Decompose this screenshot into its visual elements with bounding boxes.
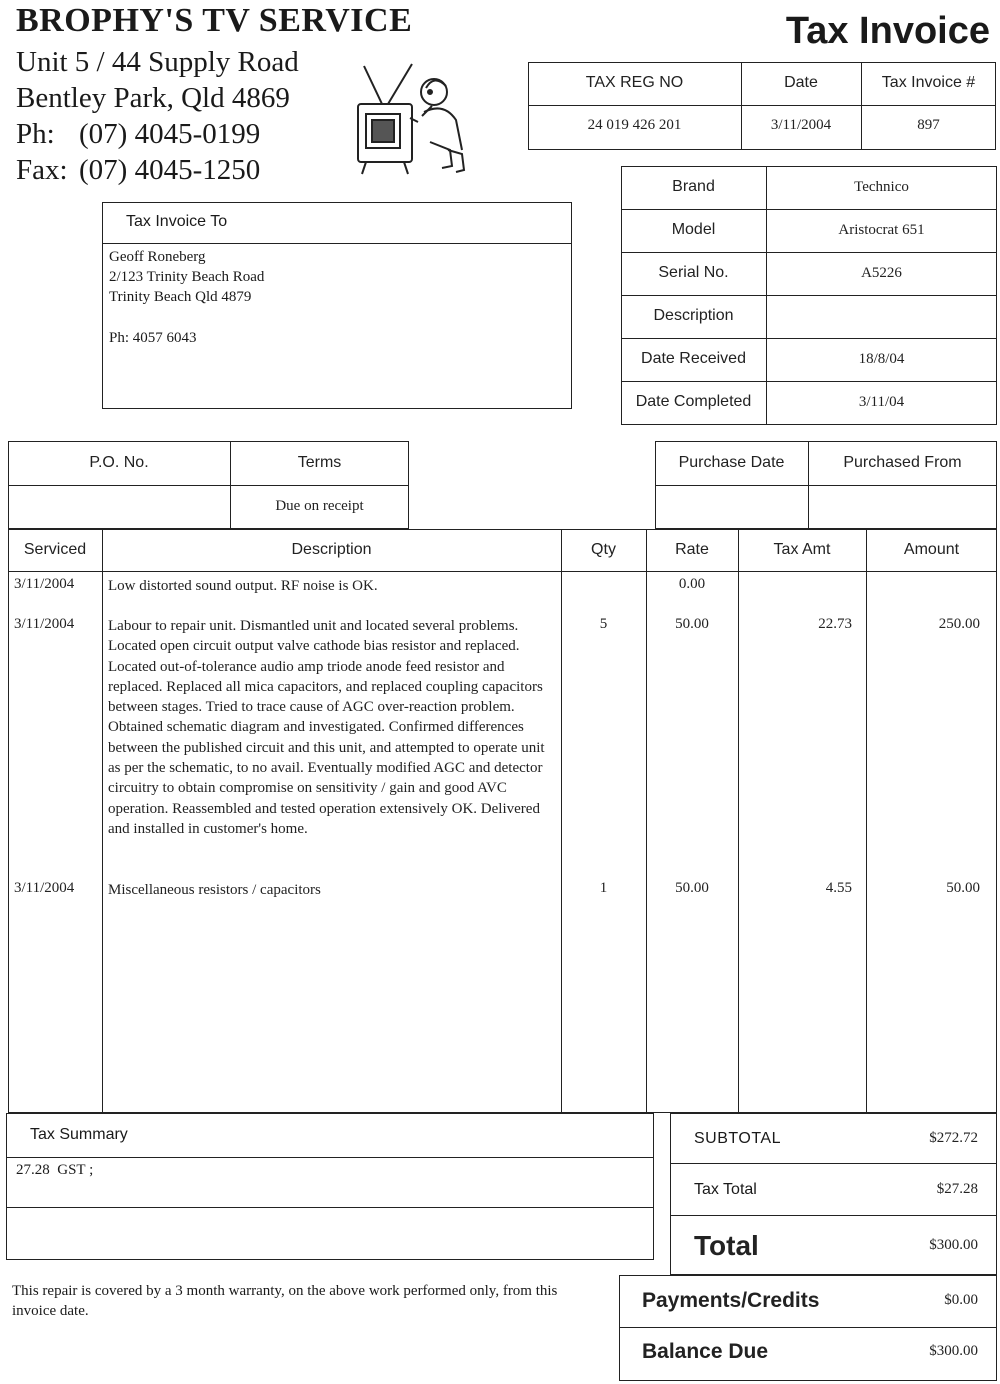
- col-rate-header: Rate: [675, 541, 709, 558]
- terms-value: Due on receipt: [275, 498, 364, 514]
- bill-to-label: Tax Invoice To: [126, 213, 228, 230]
- col-tax-header: Tax Amt: [773, 541, 831, 558]
- tax-reg-label: TAX REG NO: [585, 74, 684, 91]
- po-label: P.O. No.: [89, 454, 149, 471]
- balance-due-label: Balance Due: [642, 1340, 769, 1363]
- date-received-label: Date Received: [641, 350, 746, 367]
- row2-serviced: 3/11/2004: [14, 616, 75, 632]
- row2-rate: 50.00: [675, 616, 709, 632]
- date-label: Date: [784, 74, 818, 91]
- company-address-line1: Unit 5 / 44 Supply Road: [16, 46, 299, 78]
- col-qty-header: Qty: [591, 541, 616, 558]
- row1-rate: 0.00: [678, 576, 706, 592]
- model-label: Model: [671, 221, 716, 238]
- row2-tax: 22.73: [818, 616, 852, 632]
- brand-label: Brand: [672, 178, 715, 195]
- tv-repairman-icon: [352, 60, 477, 180]
- company-fax-label: Fax:: [16, 154, 68, 186]
- customer-phone: Ph: 4057 6043: [109, 330, 197, 346]
- description-label: Description: [653, 307, 734, 324]
- purchased-from-label: Purchased From: [843, 454, 962, 471]
- customer-street: 2/123 Trinity Beach Road: [109, 269, 265, 285]
- company-phone-label: Ph:: [16, 118, 55, 150]
- tax-reg-value: 24 019 426 201: [587, 117, 682, 133]
- row2-qty: 5: [599, 616, 608, 632]
- date-value: 3/11/2004: [770, 117, 832, 133]
- invoice-number-label: Tax Invoice #: [881, 74, 976, 91]
- tax-summary-label: Tax Summary: [30, 1126, 128, 1143]
- row3-rate: 50.00: [675, 880, 709, 896]
- serial-value: A5226: [861, 265, 902, 281]
- customer-name: Geoff Roneberg: [109, 249, 206, 265]
- company-name: BROPHY'S TV SERVICE: [16, 2, 413, 39]
- total-label: Total: [694, 1230, 759, 1261]
- row3-description: Miscellaneous resistors / capacitors: [108, 882, 321, 898]
- document-title: Tax Invoice: [785, 10, 990, 52]
- tax-total-value: $27.28: [936, 1181, 978, 1197]
- tax-total-label: Tax Total: [694, 1181, 757, 1198]
- row3-tax: 4.55: [825, 880, 852, 896]
- customer-city: Trinity Beach Qld 4879: [109, 289, 252, 305]
- date-completed-value: 3/11/04: [858, 394, 905, 410]
- col-serviced-header: Serviced: [23, 541, 87, 558]
- date-received-value: 18/8/04: [858, 351, 905, 367]
- model-value: Aristocrat 651: [838, 222, 925, 238]
- company-address-line2: Bentley Park, Qld 4869: [16, 82, 290, 114]
- payments-value: $0.00: [944, 1292, 978, 1308]
- serial-label: Serial No.: [658, 264, 729, 281]
- payments-label: Payments/Credits: [642, 1289, 820, 1312]
- date-completed-label: Date Completed: [635, 393, 752, 410]
- col-amount-header: Amount: [903, 541, 960, 558]
- terms-label: Terms: [297, 454, 342, 471]
- col-description-header: Description: [291, 541, 372, 558]
- row2-amount: 250.00: [938, 616, 980, 632]
- warranty-note: This repair is covered by a 3 month warranty, on the above work performed only, from this invoice date.: [12, 1283, 558, 1319]
- row3-amount: 50.00: [946, 880, 980, 896]
- company-fax: (07) 4045-1250: [79, 154, 261, 186]
- total-value: $300.00: [929, 1237, 978, 1253]
- company-phone: (07) 4045-0199: [79, 118, 261, 150]
- subtotal-value: $272.72: [929, 1130, 978, 1146]
- tax-summary-value: 27.28 GST ;: [16, 1162, 94, 1178]
- row1-description: Low distorted sound output. RF noise is OK.: [108, 578, 378, 594]
- invoice-number-value: 897: [917, 117, 940, 133]
- purchase-date-label: Purchase Date: [678, 454, 785, 471]
- row3-qty: 1: [599, 880, 608, 896]
- subtotal-label: SUBTOTAL: [694, 1130, 781, 1147]
- row3-serviced: 3/11/2004: [14, 880, 75, 896]
- row1-serviced: 3/11/2004: [14, 576, 75, 592]
- row2-description: Labour to repair unit. Dismantled unit and located several problems. Located open circuit output valve cathode bias resistor and replaced. Located out-of-tolerance audio amp triode anode feed resistor and replaced. Replaced all mica capacitors, and replaced coupling capacitors between stages. Tried to trace cause of AGC over-reaction problem. Obtained schematic diagram and investigated. Confirmed differences between the published circuit and this unit, and attempted to operate unit as per the schematic, to no avail. Eventually modified AGC and detector circuitry to obtain compromise on sensitivity / gain and good AVC operation. Reassembled and tested operation extensively OK. Delivered and installed in customer's home.: [108, 618, 545, 837]
- balance-due-value: $300.00: [929, 1343, 978, 1359]
- brand-value: Technico: [854, 179, 909, 195]
